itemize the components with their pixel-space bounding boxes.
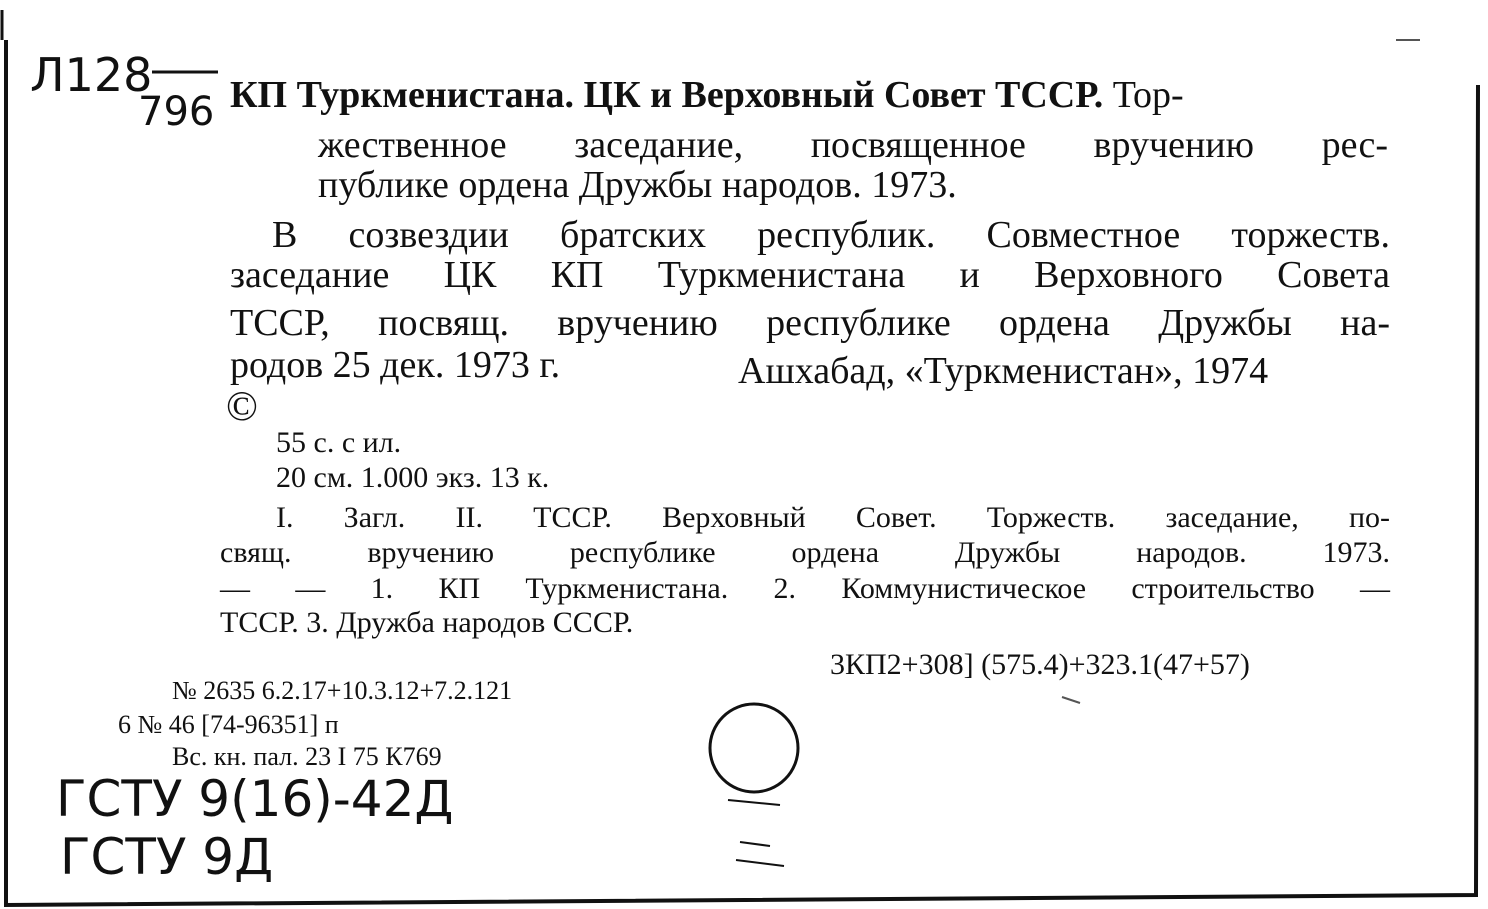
heading-author: КП Туркменистана. ЦК и Верховный Совет ТССР. (230, 74, 1104, 116)
punch-hole-circle (710, 704, 798, 792)
heading-rest: Тор- (1112, 74, 1184, 116)
title-line-3: ТССР, посвящ. вручению республике ордена Дружбы на- (230, 302, 1390, 344)
heading-line-2: жественное заседание, посвященное вручению рес- (318, 124, 1388, 166)
title-line-4-right: Ашхабад, «Туркменистан», 1974 (738, 350, 1269, 392)
tracings-line-1: I. Загл. II. ТССР. Верховный Совет. Торжеств. заседание, по- (276, 501, 1390, 534)
title-line-1: В созвездии братских республик. Совместное торжеств. (272, 214, 1390, 256)
handwritten-note-1: ГСТУ 9(16)-42Д (56, 770, 454, 828)
tracings-line-3: — — 1. КП Туркменистана. 2. Коммунистическое строительство — (220, 572, 1390, 605)
title-line-2: заседание ЦК КП Туркменистана и Верховного Совета (230, 254, 1390, 296)
registration-line-3: Вс. кн. пал. 23 I 75 К769 (172, 742, 442, 771)
hole-mark (728, 800, 780, 805)
tracings-line-4: ТССР. 3. Дружба народов СССР. (220, 606, 634, 639)
title-line-4-left: родов 25 дек. 1973 г. (230, 344, 561, 386)
tracings-line-2: свящ. вручению республике ордена Дружбы народов. 1973. (220, 536, 1390, 569)
heading-line-3: публике ордена Дружбы народов. 1973. (318, 164, 957, 206)
classification-index: 3КП2+308] (575.4)+323.1(47+57) (830, 648, 1250, 681)
copyright-symbol: © (226, 384, 258, 430)
registration-line-1: № 2635 6.2.17+10.3.12+7.2.121 (172, 676, 513, 705)
heading-line-1 (230, 76, 1184, 114)
shelfmark-bottom: 796 (138, 89, 215, 135)
hole-mark (736, 860, 784, 866)
physical-pages: 55 с. с ил. (276, 426, 402, 459)
handwritten-note-2: ГСТУ 9Д (60, 828, 274, 886)
shelfmark-top: Л128 (30, 48, 153, 102)
scan-speck (1062, 697, 1080, 703)
hole-mark (740, 842, 770, 846)
physical-size: 20 см. 1.000 экз. 13 к. (276, 461, 550, 494)
registration-line-2: 6 № 46 [74-96351] п (118, 710, 339, 739)
